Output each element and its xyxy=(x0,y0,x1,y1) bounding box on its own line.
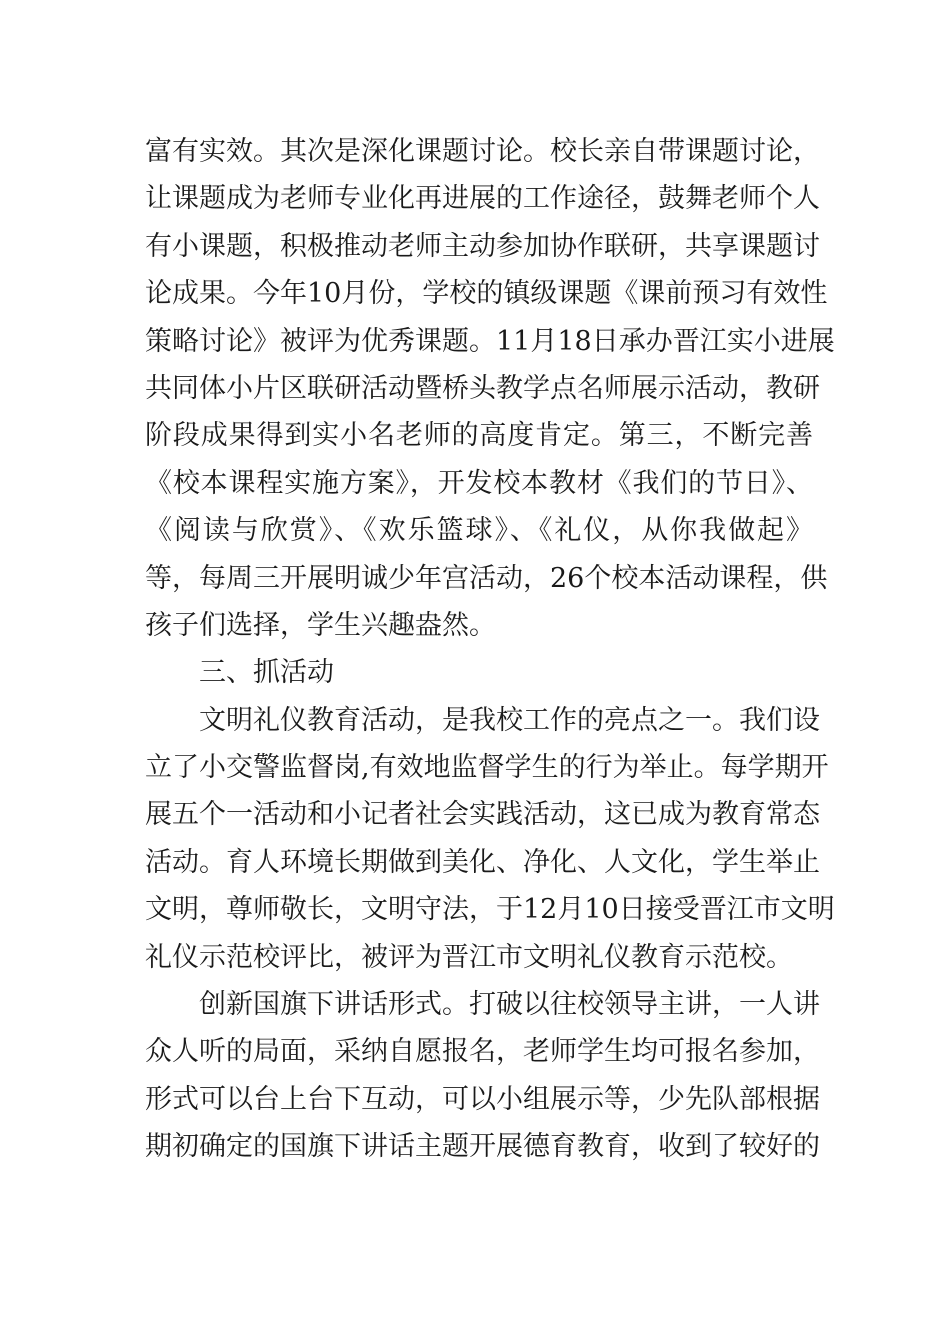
text-line: 期初确定的国旗下讲话主题开展德育教育，收到了较好的 xyxy=(145,1131,820,1163)
text-line: 众人听的局面，采纳自愿报名，老师学生均可报名参加， xyxy=(145,1036,820,1068)
text-line: 有小课题，积极推动老师主动参加协作联研，共享课题讨 xyxy=(145,230,820,262)
text-line: 《校本课程实施方案》，开发校本教材《我们的节日》、 xyxy=(145,467,813,499)
text-line: 活动。育人环境长期做到美化、净化、人文化，学生举止 xyxy=(145,846,820,878)
text-line: 策略讨论》被评为优秀课题。11月18日承办晋江实小进展 xyxy=(145,325,835,357)
text-line: 等，每周三开展明诚少年宫活动，26个校本活动课程，供 xyxy=(145,562,828,594)
text-line: 形式可以台上台下互动，可以小组展示等，少先队部根据 xyxy=(145,1083,820,1115)
text-line: 文明礼仪教育活动，是我校工作的亮点之一。我们设 xyxy=(199,704,820,736)
text-line: 富有实效。其次是深化课题讨论。校长亲自带课题讨论， xyxy=(145,136,820,167)
text-line: 孩子们选择，学生兴趣盎然。 xyxy=(145,609,496,641)
text-line: 让课题成为老师专业化再进展的工作途径，鼓舞老师个人 xyxy=(145,183,820,215)
text-line: 阶段成果得到实小名老师的高度肯定。第三，不断完善 xyxy=(145,420,813,452)
text-line: 展五个一活动和小记者社会实践活动，这已成为教育常态 xyxy=(145,799,820,831)
text-line: 共同体小片区联研活动暨桥头教学点名师展示活动，教研 xyxy=(145,372,820,404)
text-line: 创新国旗下讲话形式。打破以往校领导主讲，一人讲 xyxy=(199,989,820,1021)
text-line: 文明，尊师敬长，文明守法，于12月10日接受晋江市文明 xyxy=(145,894,835,926)
text-line: 《阅读与欣赏》、《欢乐篮球》、《礼仪，从你我做起》 xyxy=(145,515,813,547)
text-line: 论成果。今年10月份，学校的镇级课题《课前预习有效性 xyxy=(145,278,828,310)
text-line: 礼仪示范校评比，被评为晋江市文明礼仪教育示范校。 xyxy=(145,941,793,973)
document-body xyxy=(145,128,835,1171)
section-heading: 三、抓活动 xyxy=(199,657,334,689)
text-line: 立了小交警监督岗,有效地监督学生的行为举止。每学期开 xyxy=(145,752,829,784)
